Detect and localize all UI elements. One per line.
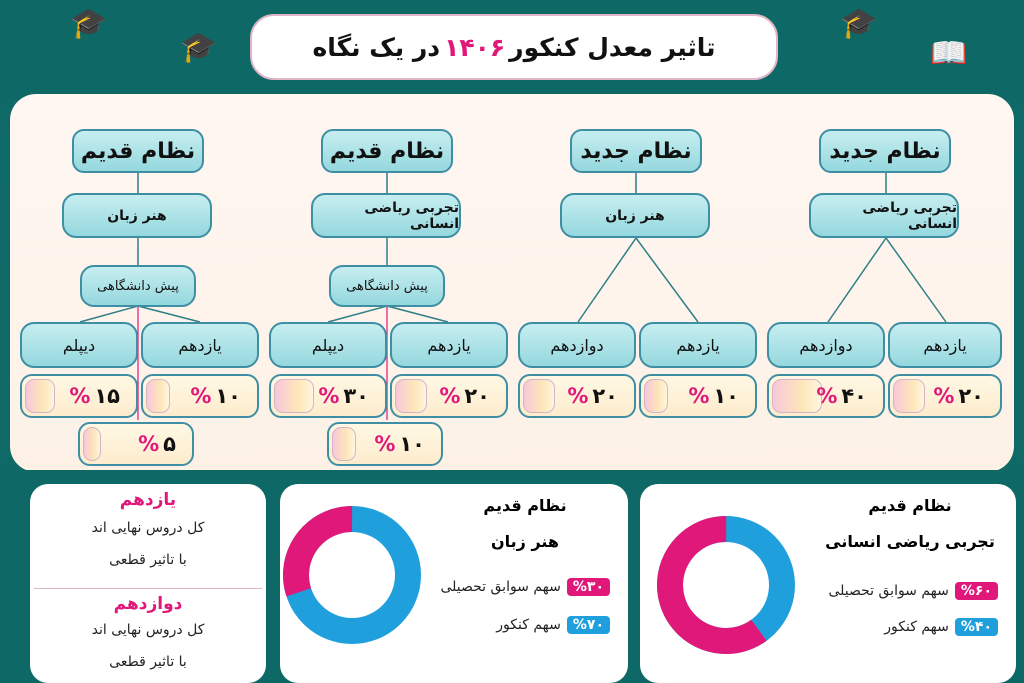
system-old-header: نظام قدیم [321,129,453,173]
percent-box: % ۱۰ [639,374,757,418]
note-twelfth-title: دوازدهم [113,594,183,614]
field-art-language: هنر زبان [62,193,212,238]
konkur-percent-chip: %۴۰ [955,618,998,636]
legend-konkur [884,618,998,636]
field-science-math-humanities: تجربی ریاضی انسانی [809,193,959,238]
field-art-language: هنر زبان [560,193,710,238]
donut-chart-art [282,505,422,645]
konkur-label: سهم کنکور [884,619,949,635]
legend-record [440,578,610,596]
twelfth-node: دوازدهم [767,322,885,368]
note-twelfth-line: کل دروس نهایی اند [91,622,205,638]
record-percent-chip: %۳۰ [567,578,610,596]
eleventh-node: یازدهم [390,322,508,368]
legend-record [828,582,998,600]
diploma-node: دیپلم [20,322,138,368]
field-science-math-humanities: تجربی ریاضی انسانی [311,193,461,238]
percent-box: % ۲۰ [888,374,1002,418]
note-eleventh-title: یازدهم [119,490,177,510]
donut-chart-science [656,515,796,655]
percent-box: % ۲۰ [390,374,508,418]
book-icon: 📖 [930,36,968,71]
system-new-header: نظام جدید [819,129,951,173]
title-year: ۱۴۰۶ [444,32,506,62]
note-twelfth-line: با تاثیر قطعی [109,654,187,670]
eleventh-node: یازدهم [888,322,1002,368]
percent-box: % ۳۰ [269,374,387,418]
percent-box: % ۲۰ [518,374,636,418]
system-old-header: نظام قدیم [72,129,204,173]
percent-box: % ۵ [78,422,194,466]
system-new-header: نظام جدید [570,129,702,173]
graduation-cap-icon: 🎓 [840,6,878,41]
title-text: تاثیر معدل کنکور [509,32,716,62]
konkur-label: سهم کنکور [496,617,561,633]
percent-box: % ۴۰ [767,374,885,418]
eleventh-node: یازدهم [141,322,259,368]
legend-konkur [496,616,610,634]
twelfth-node: دوازدهم [518,322,636,368]
pre-university-node: پیش دانشگاهی [80,265,196,307]
note-eleventh-line: با تاثیر قطعی [109,552,187,568]
percent-box: % ۱۵ [20,374,138,418]
divider [34,588,262,589]
donut-title: نظام قدیم [483,496,567,515]
konkur-percent-chip: %۷۰ [567,616,610,634]
title-suffix: در یک نگاه [312,32,441,62]
percent-box: % ۱۰ [141,374,259,418]
diploma-node: دیپلم [269,322,387,368]
eleventh-node: یازدهم [639,322,757,368]
donut-subtitle: هنر زبان [490,532,560,551]
graduation-cap-icon: 🎓 [70,6,108,41]
donut-subtitle: تجربی ریاضی انسانی [825,532,995,551]
donut-title: نظام قدیم [868,496,952,515]
record-percent-chip: %۶۰ [955,582,998,600]
note-eleventh-line: کل دروس نهایی اند [91,520,205,536]
pre-university-node: پیش دانشگاهی [329,265,445,307]
record-label: سهم سوابق تحصیلی [440,579,561,595]
graduation-cap-icon: 🎓 [180,30,218,65]
record-label: سهم سوابق تحصیلی [828,583,949,599]
percent-box: % ۱۰ [327,422,443,466]
